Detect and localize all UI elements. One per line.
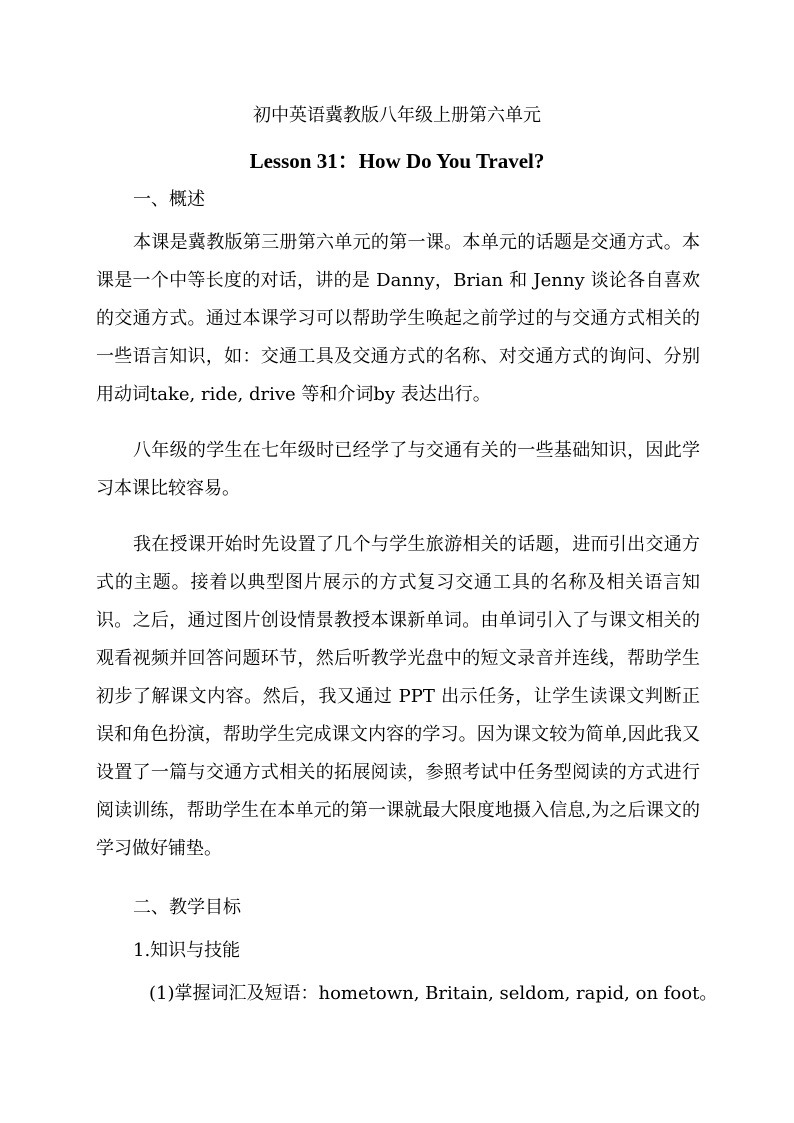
lesson-title: Lesson 31：How Do You Travel? [249,149,545,173]
overview-paragraph-3: 我在授课开始时先设置了几个与学生旅游相关的话题，进而引出交通方式的主题。接着以典型图片展示的方式复习交通工具的名称及相关语言知识。之后，通过图片创设情景教授本课新单词。由单词引入了与课文相关的观看视频并回答问题环节，然后听教学光盘中的短文录音并连线，帮助学生初步了解课文内容。然后，我又通过 PPT 出示任务，让学生读课文判断正误和角色扮演，帮助学生完成课文内容的学习。因为课文较为简单,因此我又设置了一篇与交通方式相关的拓展阅读，参照考试中任务型阅读的方式进行阅读训练，帮助学生在本单元的第一课就最大限度地摄入信息,为之后课文的学习做好铺垫。 [96,534,700,859]
overview-paragraph-2: 八年级的学生在七年级时已经学了与交通有关的一些基础知识，因此学习本课比较容易。 [96,440,700,499]
objective-item-vocabulary: (1)掌握词汇及短语：hometown, Britain, seldom, rapid, on foot。 [149,983,718,1004]
document-title: 初中英语冀教版八年级上册第六单元 [253,105,541,126]
section-heading-objectives: 二、教学目标 [133,897,241,918]
subsection-heading-knowledge-skills: 1.知识与技能 [133,940,241,961]
overview-paragraph-1: 本课是冀教版第三册第六单元的第一课。本单元的话题是交通方式。本课是一个中等长度的对话，讲的是 Danny，Brian 和 Jenny 谈论各自喜欢的交通方式。通过本课学习可以帮助学生唤起之前学过的与交通方式相关的一些语言知识，如：交通工具及交通方式的名称、对交通方式的询问、分别用动词take, ride, drive 等和介词by 表达出行。 [96,232,700,405]
section-heading-overview: 一、概述 [133,189,205,210]
